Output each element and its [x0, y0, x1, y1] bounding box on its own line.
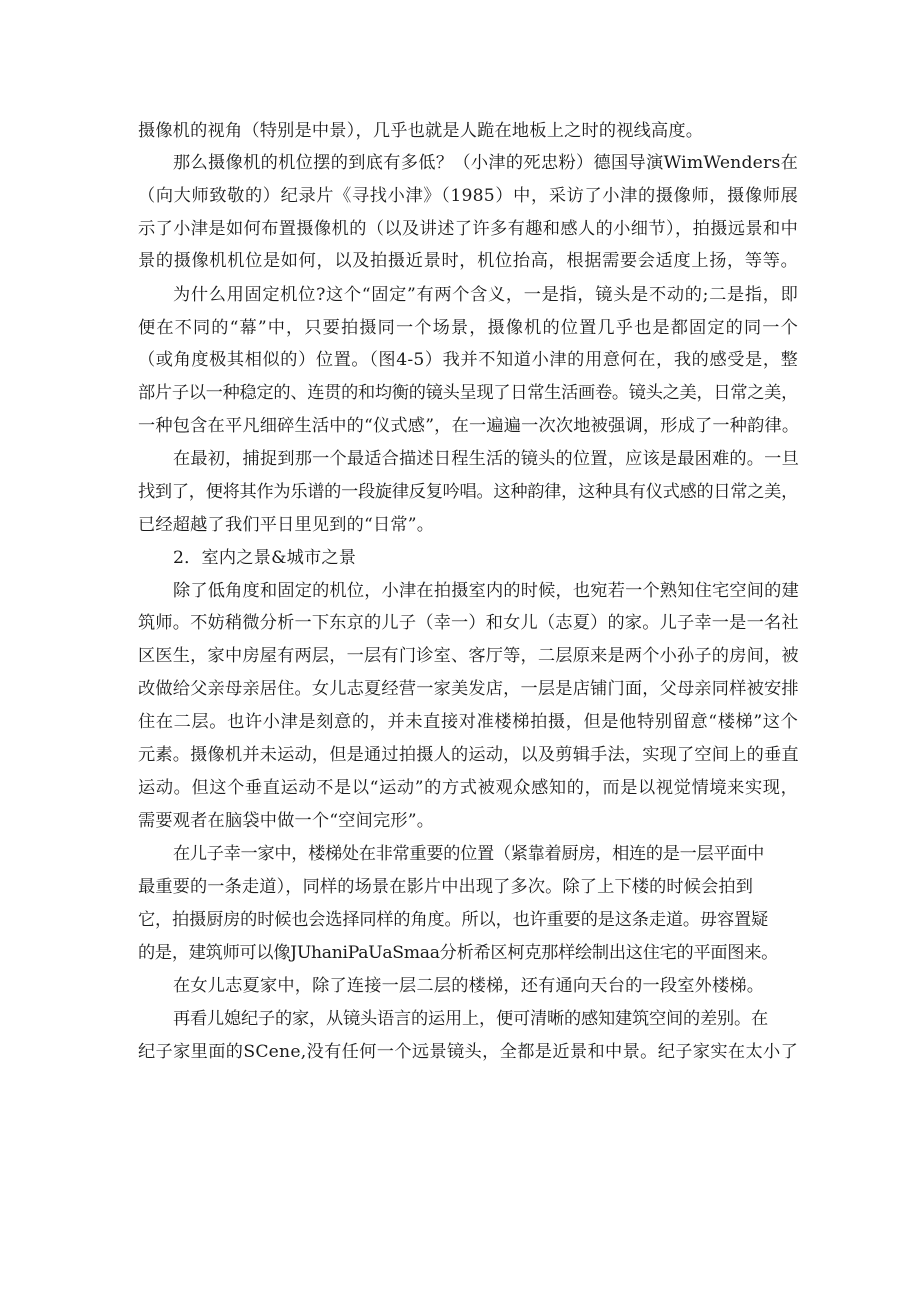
text-line: 再看儿媳纪子的家，从镜头语言的运用上，便可清晰的感知建筑空间的差别。在 — [173, 1009, 768, 1029]
text-line: 最重要的一条走道），同样的场景在影片中出现了多次。除了上下楼的时候会拍到 — [138, 877, 753, 897]
text-line: 在最初，捕捉到那一个最适合描述日程生活的镜头的位置，应该是最困难的。一旦 — [173, 449, 799, 469]
text-line: 的是，建筑师可以像JUhaniPaUaSmaa分析希区柯克那样绘制出这住宅的平面图来。 — [138, 943, 778, 963]
text-line: 已经超越了我们平日里见到的“日常”。 — [138, 515, 435, 535]
text-line: 在儿子幸一家中，楼梯处在非常重要的位置（紧靠着厨房，相连的是一层平面中 — [173, 844, 765, 864]
text-line: （向大师致敬的）纪录片《寻找小津》（1985）中，采访了小津的摄像师，摄像师展 — [138, 186, 798, 206]
text-line: 一种包含在平凡细碎生活中的“仪式感”，在一遍遍一次次地被强调，形成了一种韵律。 — [138, 416, 800, 436]
text-line: 找到了，便将其作为乐谱的一段旋律反复吟唱。这种韵律，这种具有仪式感的日常之美， — [138, 482, 798, 502]
text-line: （或角度极其相似的）位置。（图4-5）我并不知道小津的用意何在，我的感受是，整 — [138, 350, 798, 370]
text-line: 景的摄像机机位是如何，以及拍摄近景时，机位抬高，根据需要会适度上扬，等等。 — [138, 251, 798, 271]
text-line: 部片子以一种稳定的、连贯的和均衡的镜头呈现了日常生活画卷。镜头之美，日常之美， — [138, 383, 798, 403]
text-line: 改做给父亲母亲居住。女儿志夏经营一家美发店，一层是店铺门面，父母亲同样被安排 — [138, 679, 799, 699]
text-line: 它，拍摄厨房的时候也会选择同样的角度。所以，也许重要的是这条走道。毋容置疑 — [138, 910, 768, 930]
text-line: 区医生，家中房屋有两层，一层有门诊室、客厅等，二层原来是两个小孙子的房间，被 — [138, 646, 799, 666]
text-line: 住在二层。也许小津是刻意的，并未直接对准楼梯拍摄，但是他特别留意“楼梯”这个 — [138, 712, 798, 732]
text-line: 纪子家里面的SCene,没有任何一个远景镜头，全都是近景和中景。纪子家实在太小了 — [138, 1042, 798, 1062]
text-line: 示了小津是如何布置摄像机的（以及讲述了许多有趣和感人的小细节），拍摄远景和中 — [138, 219, 798, 239]
text-line: 便在不同的“幕”中，只要拍摄同一个场景，摄像机的位置几乎也是都固定的同一个 — [138, 318, 798, 338]
text-line: 需要观者在脑袋中做一个“空间完形”。 — [138, 811, 435, 831]
text-line: 元素。摄像机并未运动，但是通过拍摄人的运动，以及剪辑手法，实现了空间上的垂直 — [138, 745, 799, 765]
section-heading: 2．室内之景&城市之景 — [173, 548, 357, 568]
text-line: 筑师。不妨稍微分析一下东京的儿子（幸一）和女儿（志夏）的家。儿子幸一是一名社 — [138, 613, 799, 633]
text-line: 运动。但这个垂直运动不是以“运动”的方式被观众感知的，而是以视觉情境来实现， — [138, 778, 798, 798]
text-line: 为什么用固定机位?这个“固定”有两个含义，一是指，镜头是不动的;二是指，即 — [173, 285, 798, 305]
text-line: 那么摄像机的机位摆的到底有多低？（小津的死忠粉）德国导演WimWenders在 — [173, 153, 798, 173]
text-line: 摄像机的视角（特别是中景），几乎也就是人跪在地板上之时的视线高度。 — [138, 121, 704, 141]
text-line: 除了低角度和固定的机位，小津在拍摄室内的时候，也宛若一个熟知住宅空间的建 — [173, 581, 799, 601]
text-line: 在女儿志夏家中，除了连接一层二层的楼梯，还有通向天台的一段室外楼梯。 — [173, 976, 765, 996]
